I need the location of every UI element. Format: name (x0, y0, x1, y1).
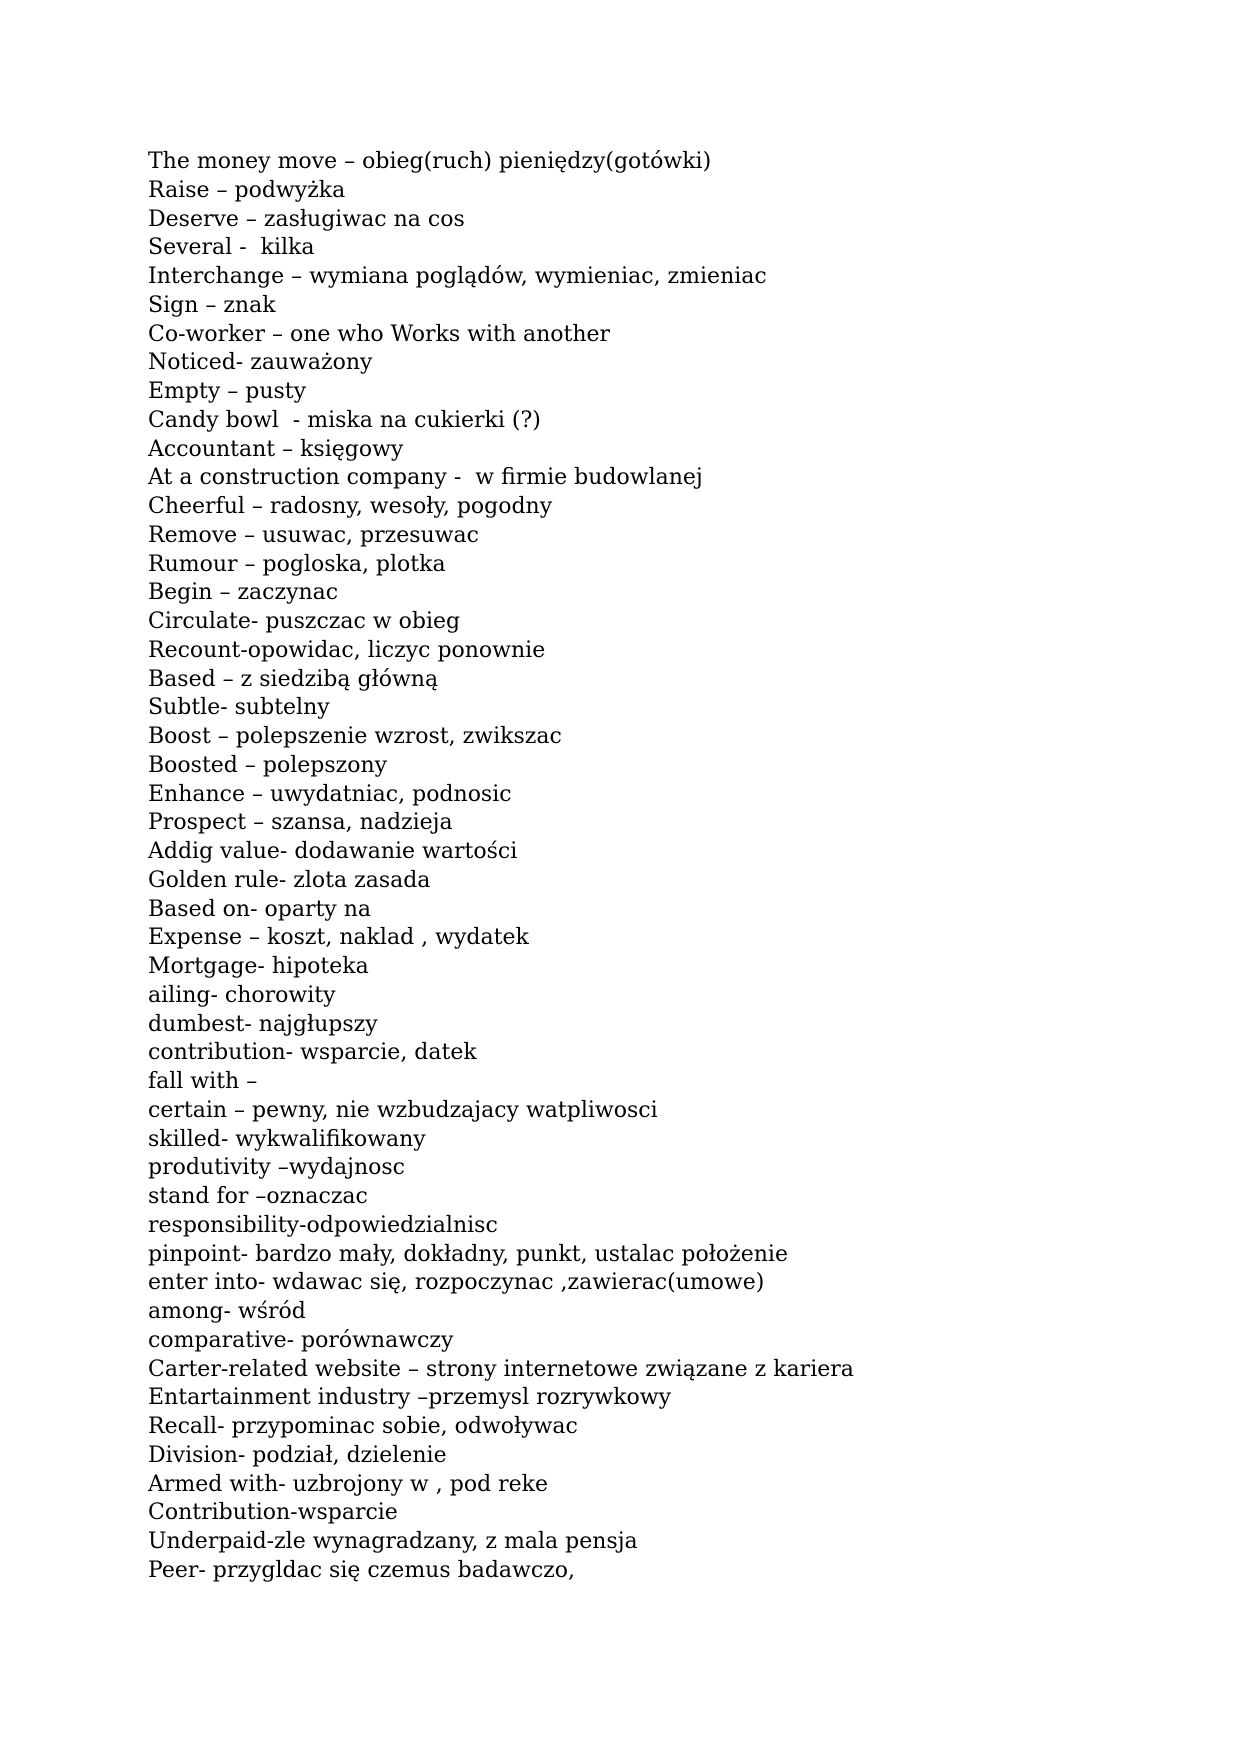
vocabulary-line: Remove – usuwac, przesuwac (148, 522, 479, 548)
vocabulary-line: Golden rule- zlota zasada (148, 867, 431, 893)
vocabulary-line: Begin – zaczynac (148, 580, 339, 606)
vocabulary-line: Sign – znak (148, 292, 276, 318)
vocabulary-line: certain – pewny, nie wzbudzajacy watpliwosci (148, 1097, 658, 1123)
vocabulary-line: Recall- przypominac sobie, odwoływac (148, 1414, 578, 1439)
vocabulary-line: ailing- chorowity (148, 982, 336, 1008)
vocabulary-line: Based on- oparty na (148, 896, 372, 922)
vocabulary-line: Empty – pusty (148, 379, 307, 404)
vocabulary-line: dumbest- najgłupszy (148, 1011, 378, 1037)
vocabulary-list (148, 148, 854, 1586)
vocabulary-line: Carter-related website – strony internetowe związane z kariera (148, 1356, 854, 1382)
vocabulary-line: Subtle- subtelny (148, 695, 330, 721)
vocabulary-line: Expense – koszt, naklad , wydatek (148, 925, 529, 951)
vocabulary-line: Several - kilka (148, 235, 315, 261)
vocabulary-line: Underpaid-zle wynagradzany, z mala pensja (148, 1529, 638, 1554)
vocabulary-line: pinpoint- bardzo mały, dokładny, punkt, ustalac położenie (148, 1241, 788, 1267)
vocabulary-line: Addig value- dodawanie wartości (148, 839, 518, 864)
vocabulary-line: enter into- wdawac się, rozpoczynac ,zawierac(umowe) (148, 1270, 765, 1296)
vocabulary-line: Accountant – księgowy (148, 436, 404, 462)
vocabulary-line: The money move – obieg(ruch) pieniędzy(gotówki) (148, 149, 712, 174)
vocabulary-line: skilled- wykwalifikowany (148, 1126, 426, 1152)
vocabulary-line: Candy bowl - miska na cukierki (?) (148, 407, 541, 433)
vocabulary-line: comparative- porównawczy (148, 1327, 454, 1353)
vocabulary-line: Deserve – zasługiwac na cos (148, 206, 465, 232)
vocabulary-line: Recount-opowidac, liczyc ponownie (148, 637, 546, 663)
vocabulary-line: produtivity –wydajnosc (148, 1155, 406, 1181)
vocabulary-line: among- wśród (148, 1299, 306, 1324)
vocabulary-line: contribution- wsparcie, datek (148, 1040, 477, 1066)
vocabulary-line: Circulate- puszczac w obieg (148, 609, 461, 634)
vocabulary-line: Armed with- uzbrojony w , pod reke (148, 1471, 549, 1497)
vocabulary-line: Interchange – wymiana poglądów, wymieniac, zmieniac (148, 264, 767, 289)
vocabulary-line: stand for –oznaczac (148, 1184, 368, 1209)
vocabulary-line: Enhance – uwydatniac, podnosic (148, 781, 512, 807)
vocabulary-line: Rumour – pogloska, plotka (148, 551, 446, 577)
vocabulary-line: Cheerful – radosny, wesoły, pogodny (148, 494, 553, 519)
vocabulary-line: Noticed- zauważony (148, 350, 373, 376)
vocabulary-line: Boost – polepszenie wzrost, zwikszac (148, 724, 562, 749)
vocabulary-line: Contribution-wsparcie (148, 1500, 398, 1526)
vocabulary-line: Based – z siedzibą główną (148, 666, 439, 692)
vocabulary-line: responsibility-odpowiedzialnisc (148, 1212, 498, 1238)
vocabulary-line: Entartainment industry –przemysl rozrywkowy (148, 1385, 672, 1411)
vocabulary-line: Mortgage- hipoteka (148, 954, 369, 979)
vocabulary-line: Raise – podwyżka (148, 177, 346, 203)
vocabulary-line: Boosted – polepszony (148, 752, 388, 778)
vocabulary-line: Co-worker – one who Works with another (148, 321, 611, 347)
vocabulary-line: At a construction company - w firmie budowlanej (148, 465, 703, 491)
vocabulary-line: Prospect – szansa, nadzieja (148, 810, 453, 836)
vocabulary-line: Peer- przygldac się czemus badawczo, (148, 1557, 576, 1583)
vocabulary-line: Division- podział, dzielenie (148, 1442, 447, 1468)
vocabulary-line: fall with – (148, 1069, 258, 1094)
